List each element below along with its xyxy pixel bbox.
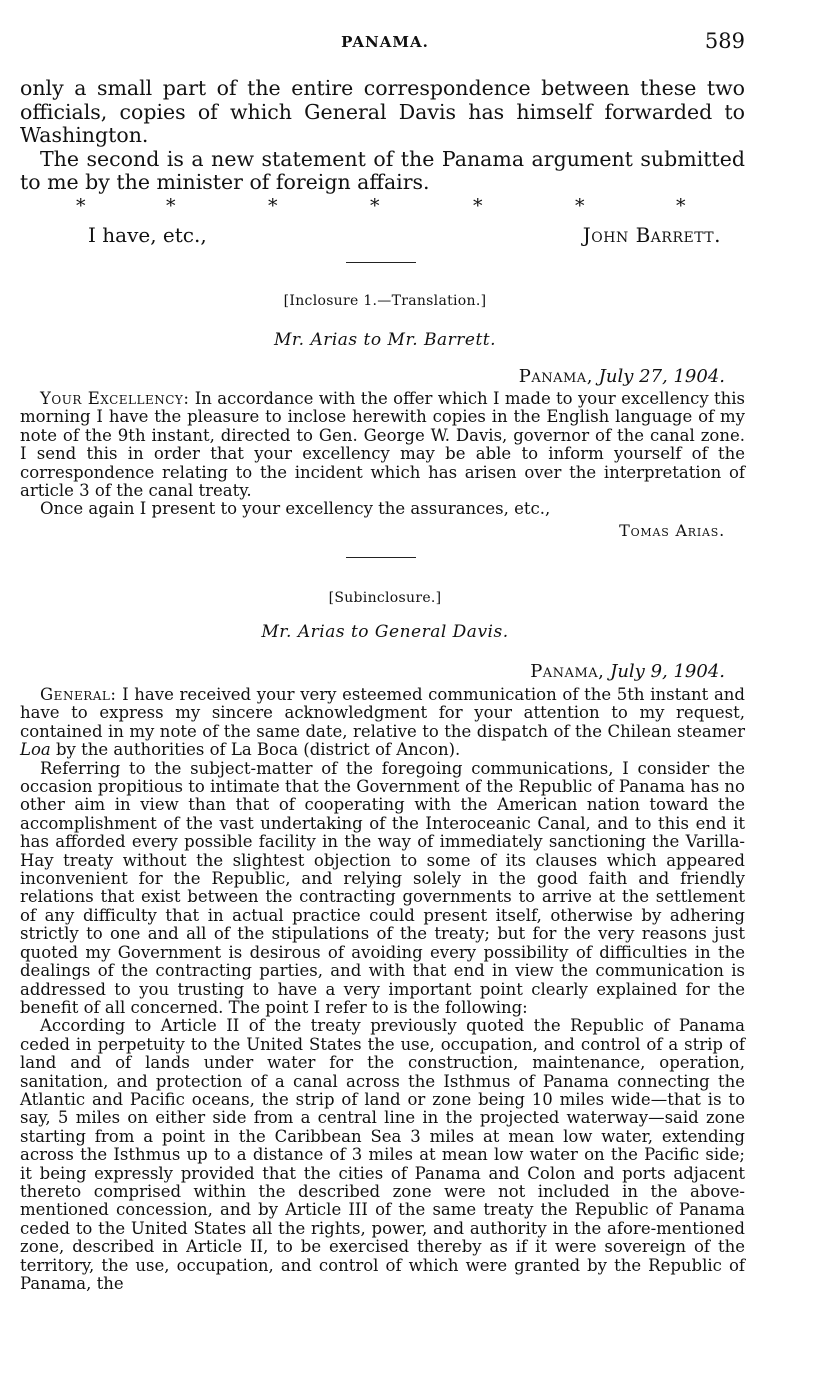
section-divider [346, 262, 416, 263]
signature-block [20, 223, 745, 249]
dateline-date: July 9, 1904. [610, 661, 725, 682]
asterisk: * [676, 195, 686, 217]
salutation: General: [40, 685, 117, 704]
asterisk: * [166, 195, 176, 217]
dateline-place: Panama, [518, 366, 593, 387]
running-title: PANAMA. [341, 33, 429, 51]
subinclosure-paragraph-2: Referring to the subject-matter of the foregoing communications, I consider the occasion propitious to intimate that the Government of the Republic of Panama has no other aim in view than that of cooperating with the American nation toward the accomplishment of the vast undertaking of the Interoceanic Canal, and to this end it has afforded every possible facility in the way of immediately sanctioning the Varilla-Hay treaty without the slightest objection to some of its clauses which appeared inconvenient for the Republic, and relying solely in the good faith and friendly relations that exist between the contracting governments to arrive at the settlement of any difficulty that in actual practice could present itself, otherwise by adhering strictly to one and all of the stipulations of the treaty; but for the very reasons just quoted my Government is desirous of avoiding every possibility of difficulties in the dealings of the contracting parties, and with that end in view the communication is addressed to you trusting to have a very important point clearly explained for the benefit of all concerned. The point I refer to is the following: [20, 758, 745, 1017]
asterisk: * [268, 195, 278, 217]
section-divider [346, 557, 416, 558]
subinclosure-label: [Subinclosure.] [328, 590, 442, 606]
inclosure-letter [20, 390, 745, 519]
dateline-place: Panama, [530, 661, 605, 682]
inclosure-body [20, 390, 745, 500]
asterisk: * [575, 195, 585, 217]
closing-formula: I have, etc., [88, 223, 207, 247]
inclosure-heading: Mr. Arias to Mr. Barrett. [273, 330, 497, 350]
asterisk: * [370, 195, 380, 217]
ship-name: Loa [20, 740, 51, 760]
opening-paragraph-second: The second is a new statement of the Panama argument submitted to me by the minister of foreign affairs. [20, 146, 745, 194]
opening-text [20, 77, 745, 195]
salutation: Your Excellency: [40, 389, 190, 408]
opening-paragraph-continued: only a small part of the entire correspondence between these two officials, copies of which General Davis has himself forwarded to Washington. [20, 76, 745, 147]
asterisk: * [76, 195, 86, 217]
asterisk: * [473, 195, 483, 217]
inclosure-dateline [519, 366, 725, 387]
subinclosure-paragraph-3: According to Article II of the treaty previously quoted the Republic of Panama ceded in perpetuity to the United States the use, occupation, and control of a strip of land and of lands under water for the construction, maintenance, operation, sanitation, and protection of a canal across the Isthmus of Panama connecting the Atlantic and Pacific oceans, the strip of land or zone being 10 miles wide—that is to say, 5 miles on either side from a central line in the projected waterway—said zone starting from a point in the Caribbean Sea 3 miles at mean low water, extending across the Isthmus up to a distance of 3 miles at mean low water on the Pacific side; it being expressly provided that the cities of Panama and Colon and ports adjacent thereto comprised within the described zone were not included in the above-mentioned concession, and by Article III of the same treaty the Republic of Panama ceded to the United States all the rights, power, and authority in the afore-mentioned zone, described in Article II, to be exercised thereby as if it were sovereign of the territory, the use, occupation, and control of which were granted by the Republic of Panama, the [20, 1016, 745, 1293]
running-header [0, 29, 821, 55]
inclosure-body-text: In accordance with the offer which I made to your excellency this morning I have the pleasure to inclose herewith copies in the English language of my note of the 9th instant, directed to Gen. George W. Davis, governor of the canal zone. I send this in order that your excellency may be able to inform yourself of the correspondence relating to the incident which has arisen over the interpretation of article 3 of the canal treaty. [20, 389, 746, 501]
subinclosure-heading: Mr. Arias to General Davis. [261, 622, 509, 642]
subinclosure-dateline [530, 661, 725, 682]
ellipsis-asterisks [20, 195, 745, 215]
page-number: 589 [704, 29, 745, 53]
inclosure-closing: Once again I present to your excellency the assurances, etc., [40, 499, 551, 519]
inclosure-signer: Tomas Arias. [619, 521, 725, 540]
subinclosure-paragraph-1: General: I have received your very esteemed communication of the 5th instant and have to express my sincere acknowledgment for your attention to my request, contained in my note of the same date, relative to the dispatch of the Chilean steamer Loa by the authorities of La Boca (district of Ancon). [20, 685, 745, 760]
signer-name: John Barrett. [582, 223, 721, 247]
inclosure-label: [Inclosure 1.—Translation.] [283, 293, 487, 309]
dateline-date: July 27, 1904. [598, 366, 725, 387]
subinclosure-letter [20, 686, 745, 1293]
